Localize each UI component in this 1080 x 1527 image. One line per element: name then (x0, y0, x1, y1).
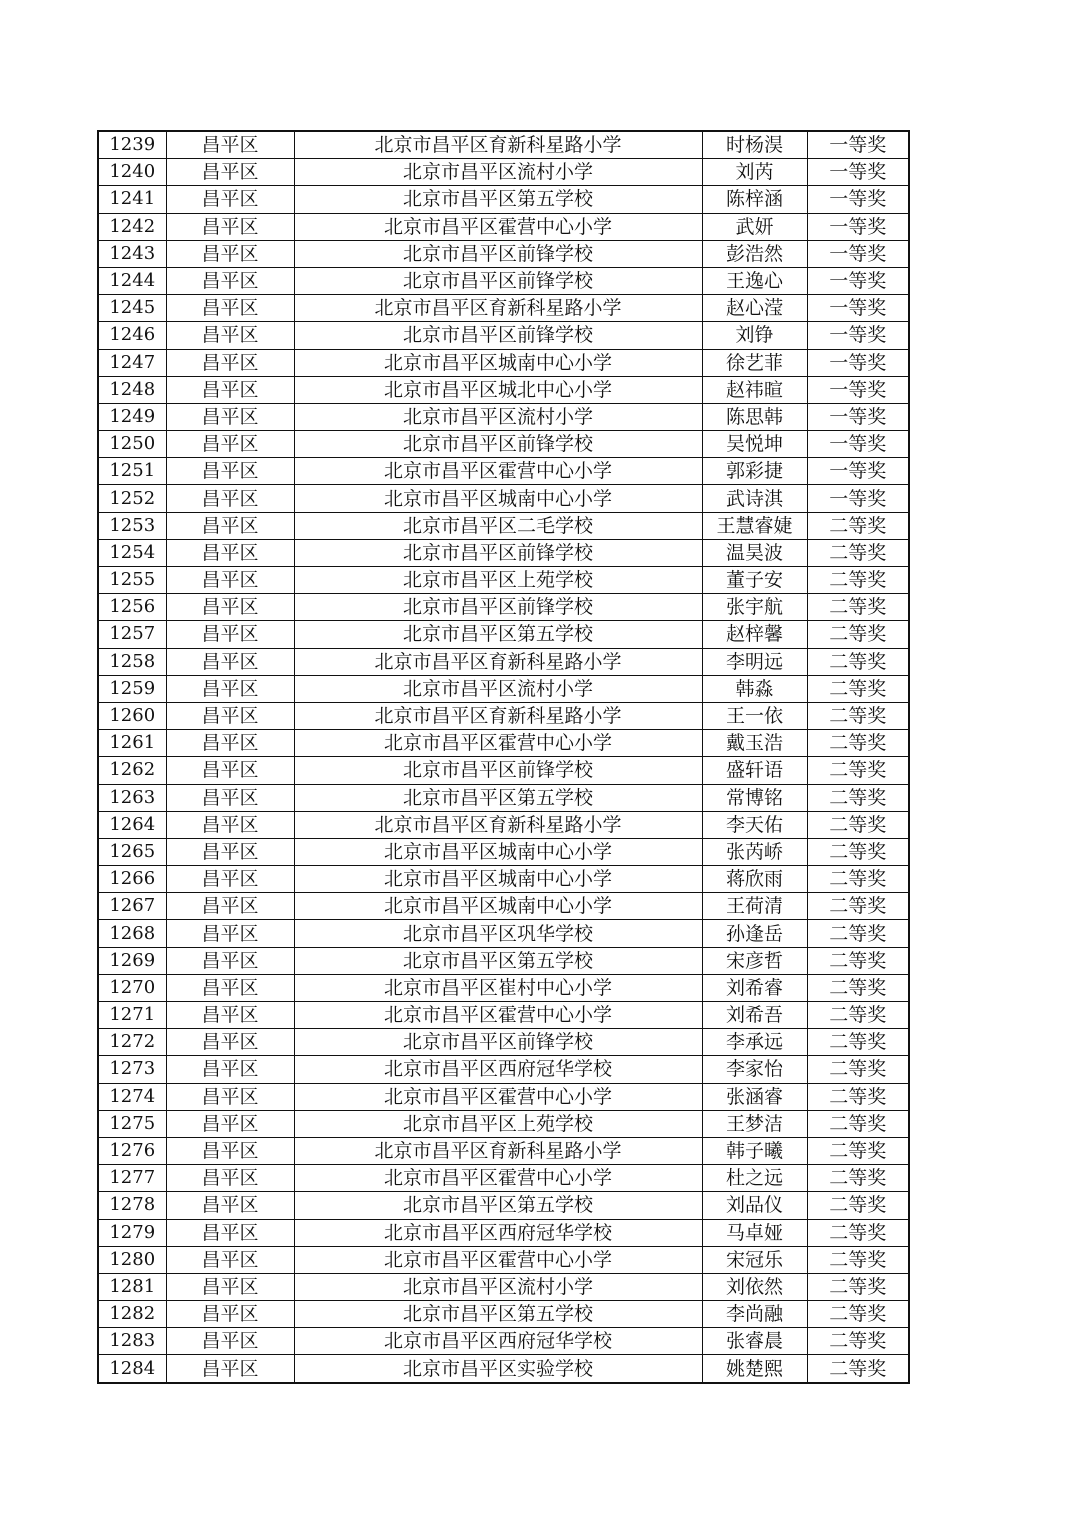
student-name-cell: 王梦洁 (702, 1110, 807, 1137)
district-cell: 昌平区 (166, 702, 294, 729)
school-cell: 北京市昌平区城南中心小学 (294, 485, 702, 512)
district-cell: 昌平区 (166, 240, 294, 267)
district-cell: 昌平区 (166, 458, 294, 485)
student-name-cell: 宋冠乐 (702, 1246, 807, 1273)
table-row (98, 1328, 909, 1355)
award-level-cell: 二等奖 (807, 1219, 909, 1246)
row-number-cell: 1279 (98, 1219, 166, 1246)
award-level-cell: 二等奖 (807, 784, 909, 811)
district-cell: 昌平区 (166, 131, 294, 159)
school-cell: 北京市昌平区前锋学校 (294, 240, 702, 267)
row-number-cell: 1277 (98, 1165, 166, 1192)
student-name-cell: 王逸心 (702, 267, 807, 294)
award-level-cell: 二等奖 (807, 1273, 909, 1300)
table-row (98, 485, 909, 512)
award-level-cell: 二等奖 (807, 702, 909, 729)
award-level-cell: 一等奖 (807, 295, 909, 322)
student-name-cell: 刘依然 (702, 1273, 807, 1300)
table-row (98, 675, 909, 702)
award-level-cell: 二等奖 (807, 1083, 909, 1110)
district-cell: 昌平区 (166, 349, 294, 376)
student-name-cell: 陈思韩 (702, 403, 807, 430)
school-cell: 北京市昌平区城南中心小学 (294, 866, 702, 893)
table-row (98, 240, 909, 267)
table-row (98, 458, 909, 485)
row-number-cell: 1242 (98, 213, 166, 240)
school-cell: 北京市昌平区实验学校 (294, 1355, 702, 1383)
student-name-cell: 刘铮 (702, 322, 807, 349)
district-cell: 昌平区 (166, 512, 294, 539)
table-row (98, 1355, 909, 1383)
award-level-cell: 一等奖 (807, 267, 909, 294)
award-level-cell: 一等奖 (807, 485, 909, 512)
award-level-cell: 一等奖 (807, 403, 909, 430)
table-row (98, 811, 909, 838)
row-number-cell: 1270 (98, 974, 166, 1001)
table-row (98, 159, 909, 186)
student-name-cell: 吴悦坤 (702, 431, 807, 458)
award-level-cell: 一等奖 (807, 131, 909, 159)
row-number-cell: 1252 (98, 485, 166, 512)
row-number-cell: 1253 (98, 512, 166, 539)
table-row (98, 594, 909, 621)
award-level-cell: 二等奖 (807, 1029, 909, 1056)
row-number-cell: 1271 (98, 1002, 166, 1029)
student-name-cell: 张宇航 (702, 594, 807, 621)
district-cell: 昌平区 (166, 1355, 294, 1383)
school-cell: 北京市昌平区上苑学校 (294, 567, 702, 594)
student-name-cell: 李家怡 (702, 1056, 807, 1083)
student-name-cell: 宋彦哲 (702, 947, 807, 974)
student-name-cell: 徐艺菲 (702, 349, 807, 376)
table-row (98, 213, 909, 240)
district-cell: 昌平区 (166, 1002, 294, 1029)
student-name-cell: 董子安 (702, 567, 807, 594)
student-name-cell: 时杨淏 (702, 131, 807, 159)
row-number-cell: 1275 (98, 1110, 166, 1137)
district-cell: 昌平区 (166, 1273, 294, 1300)
student-name-cell: 张睿晨 (702, 1328, 807, 1355)
district-cell: 昌平区 (166, 730, 294, 757)
district-cell: 昌平区 (166, 893, 294, 920)
award-level-cell: 二等奖 (807, 920, 909, 947)
district-cell: 昌平区 (166, 539, 294, 566)
school-cell: 北京市昌平区霍营中心小学 (294, 1002, 702, 1029)
award-level-cell: 二等奖 (807, 675, 909, 702)
table-row (98, 567, 909, 594)
awards-table (97, 130, 910, 1384)
student-name-cell: 陈梓涵 (702, 186, 807, 213)
table-row (98, 757, 909, 784)
row-number-cell: 1273 (98, 1056, 166, 1083)
table-row (98, 730, 909, 757)
district-cell: 昌平区 (166, 1056, 294, 1083)
award-level-cell: 二等奖 (807, 947, 909, 974)
school-cell: 北京市昌平区育新科星路小学 (294, 648, 702, 675)
row-number-cell: 1260 (98, 702, 166, 729)
award-level-cell: 二等奖 (807, 1301, 909, 1328)
school-cell: 北京市昌平区前锋学校 (294, 1029, 702, 1056)
table-row (98, 431, 909, 458)
row-number-cell: 1239 (98, 131, 166, 159)
table-row (98, 1137, 909, 1164)
row-number-cell: 1251 (98, 458, 166, 485)
school-cell: 北京市昌平区流村小学 (294, 159, 702, 186)
student-name-cell: 马卓娅 (702, 1219, 807, 1246)
row-number-cell: 1258 (98, 648, 166, 675)
award-level-cell: 一等奖 (807, 458, 909, 485)
district-cell: 昌平区 (166, 621, 294, 648)
award-level-cell: 二等奖 (807, 1110, 909, 1137)
row-number-cell: 1257 (98, 621, 166, 648)
row-number-cell: 1246 (98, 322, 166, 349)
table-row (98, 702, 909, 729)
district-cell: 昌平区 (166, 213, 294, 240)
student-name-cell: 蒋欣雨 (702, 866, 807, 893)
district-cell: 昌平区 (166, 267, 294, 294)
school-cell: 北京市昌平区育新科星路小学 (294, 295, 702, 322)
award-level-cell: 二等奖 (807, 594, 909, 621)
table-row (98, 322, 909, 349)
row-number-cell: 1245 (98, 295, 166, 322)
student-name-cell: 王荷清 (702, 893, 807, 920)
district-cell: 昌平区 (166, 784, 294, 811)
table-row (98, 403, 909, 430)
award-level-cell: 一等奖 (807, 431, 909, 458)
district-cell: 昌平区 (166, 1029, 294, 1056)
school-cell: 北京市昌平区霍营中心小学 (294, 213, 702, 240)
row-number-cell: 1248 (98, 376, 166, 403)
school-cell: 北京市昌平区前锋学校 (294, 757, 702, 784)
table-row (98, 186, 909, 213)
row-number-cell: 1283 (98, 1328, 166, 1355)
school-cell: 北京市昌平区前锋学校 (294, 539, 702, 566)
award-level-cell: 二等奖 (807, 1002, 909, 1029)
district-cell: 昌平区 (166, 1219, 294, 1246)
school-cell: 北京市昌平区流村小学 (294, 403, 702, 430)
student-name-cell: 韩淼 (702, 675, 807, 702)
row-number-cell: 1274 (98, 1083, 166, 1110)
row-number-cell: 1280 (98, 1246, 166, 1273)
district-cell: 昌平区 (166, 403, 294, 430)
student-name-cell: 李尚融 (702, 1301, 807, 1328)
school-cell: 北京市昌平区第五学校 (294, 621, 702, 648)
school-cell: 北京市昌平区城南中心小学 (294, 893, 702, 920)
row-number-cell: 1254 (98, 539, 166, 566)
district-cell: 昌平区 (166, 1083, 294, 1110)
school-cell: 北京市昌平区西府冠华学校 (294, 1328, 702, 1355)
award-level-cell: 二等奖 (807, 730, 909, 757)
school-cell: 北京市昌平区上苑学校 (294, 1110, 702, 1137)
award-level-cell: 二等奖 (807, 974, 909, 1001)
award-level-cell: 二等奖 (807, 1192, 909, 1219)
table-row (98, 1083, 909, 1110)
award-level-cell: 一等奖 (807, 322, 909, 349)
table-row (98, 1219, 909, 1246)
award-level-cell: 二等奖 (807, 1137, 909, 1164)
row-number-cell: 1240 (98, 159, 166, 186)
school-cell: 北京市昌平区第五学校 (294, 947, 702, 974)
district-cell: 昌平区 (166, 1165, 294, 1192)
district-cell: 昌平区 (166, 1301, 294, 1328)
row-number-cell: 1278 (98, 1192, 166, 1219)
table-row (98, 295, 909, 322)
student-name-cell: 李明远 (702, 648, 807, 675)
table-row (98, 349, 909, 376)
award-level-cell: 二等奖 (807, 648, 909, 675)
student-name-cell: 张涵睿 (702, 1083, 807, 1110)
student-name-cell: 郭彩捷 (702, 458, 807, 485)
table-row (98, 1301, 909, 1328)
student-name-cell: 李天佑 (702, 811, 807, 838)
row-number-cell: 1249 (98, 403, 166, 430)
row-number-cell: 1267 (98, 893, 166, 920)
row-number-cell: 1261 (98, 730, 166, 757)
row-number-cell: 1269 (98, 947, 166, 974)
row-number-cell: 1276 (98, 1137, 166, 1164)
school-cell: 北京市昌平区二毛学校 (294, 512, 702, 539)
district-cell: 昌平区 (166, 159, 294, 186)
row-number-cell: 1266 (98, 866, 166, 893)
table-row (98, 920, 909, 947)
school-cell: 北京市昌平区城南中心小学 (294, 349, 702, 376)
school-cell: 北京市昌平区前锋学校 (294, 322, 702, 349)
student-name-cell: 常博铭 (702, 784, 807, 811)
school-cell: 北京市昌平区育新科星路小学 (294, 1137, 702, 1164)
row-number-cell: 1244 (98, 267, 166, 294)
school-cell: 北京市昌平区霍营中心小学 (294, 1246, 702, 1273)
school-cell: 北京市昌平区第五学校 (294, 784, 702, 811)
table-row (98, 648, 909, 675)
student-name-cell: 戴玉浩 (702, 730, 807, 757)
row-number-cell: 1265 (98, 838, 166, 865)
school-cell: 北京市昌平区霍营中心小学 (294, 730, 702, 757)
school-cell: 北京市昌平区流村小学 (294, 1273, 702, 1300)
row-number-cell: 1281 (98, 1273, 166, 1300)
award-level-cell: 二等奖 (807, 1355, 909, 1383)
school-cell: 北京市昌平区前锋学校 (294, 431, 702, 458)
school-cell: 北京市昌平区育新科星路小学 (294, 702, 702, 729)
student-name-cell: 刘芮 (702, 159, 807, 186)
award-level-cell: 二等奖 (807, 567, 909, 594)
district-cell: 昌平区 (166, 431, 294, 458)
table-row (98, 866, 909, 893)
table-row (98, 131, 909, 159)
district-cell: 昌平区 (166, 866, 294, 893)
row-number-cell: 1259 (98, 675, 166, 702)
table-row (98, 1002, 909, 1029)
table-row (98, 621, 909, 648)
awards-table-container (97, 130, 908, 1384)
award-level-cell: 二等奖 (807, 811, 909, 838)
school-cell: 北京市昌平区西府冠华学校 (294, 1056, 702, 1083)
student-name-cell: 彭浩然 (702, 240, 807, 267)
table-row (98, 267, 909, 294)
school-cell: 北京市昌平区巩华学校 (294, 920, 702, 947)
student-name-cell: 刘品仪 (702, 1192, 807, 1219)
student-name-cell: 赵祎暄 (702, 376, 807, 403)
district-cell: 昌平区 (166, 295, 294, 322)
student-name-cell: 张芮峤 (702, 838, 807, 865)
table-row (98, 1110, 909, 1137)
school-cell: 北京市昌平区前锋学校 (294, 267, 702, 294)
award-level-cell: 二等奖 (807, 1328, 909, 1355)
row-number-cell: 1264 (98, 811, 166, 838)
district-cell: 昌平区 (166, 594, 294, 621)
award-level-cell: 一等奖 (807, 186, 909, 213)
student-name-cell: 武妍 (702, 213, 807, 240)
district-cell: 昌平区 (166, 1137, 294, 1164)
school-cell: 北京市昌平区霍营中心小学 (294, 1165, 702, 1192)
school-cell: 北京市昌平区城南中心小学 (294, 838, 702, 865)
school-cell: 北京市昌平区第五学校 (294, 186, 702, 213)
table-row (98, 974, 909, 1001)
school-cell: 北京市昌平区霍营中心小学 (294, 1083, 702, 1110)
district-cell: 昌平区 (166, 376, 294, 403)
school-cell: 北京市昌平区第五学校 (294, 1192, 702, 1219)
award-level-cell: 一等奖 (807, 240, 909, 267)
row-number-cell: 1243 (98, 240, 166, 267)
student-name-cell: 王一依 (702, 702, 807, 729)
school-cell: 北京市昌平区前锋学校 (294, 594, 702, 621)
school-cell: 北京市昌平区育新科星路小学 (294, 811, 702, 838)
student-name-cell: 孙逢岳 (702, 920, 807, 947)
table-row (98, 893, 909, 920)
student-name-cell: 盛轩语 (702, 757, 807, 784)
award-level-cell: 一等奖 (807, 349, 909, 376)
student-name-cell: 武诗淇 (702, 485, 807, 512)
table-row (98, 1056, 909, 1083)
award-level-cell: 一等奖 (807, 213, 909, 240)
school-cell: 北京市昌平区西府冠华学校 (294, 1219, 702, 1246)
district-cell: 昌平区 (166, 322, 294, 349)
district-cell: 昌平区 (166, 567, 294, 594)
award-level-cell: 二等奖 (807, 1056, 909, 1083)
district-cell: 昌平区 (166, 920, 294, 947)
student-name-cell: 温昊波 (702, 539, 807, 566)
district-cell: 昌平区 (166, 947, 294, 974)
student-name-cell: 赵梓馨 (702, 621, 807, 648)
student-name-cell: 王慧睿婕 (702, 512, 807, 539)
table-row (98, 947, 909, 974)
school-cell: 北京市昌平区流村小学 (294, 675, 702, 702)
student-name-cell: 韩子曦 (702, 1137, 807, 1164)
student-name-cell: 杜之远 (702, 1165, 807, 1192)
row-number-cell: 1262 (98, 757, 166, 784)
row-number-cell: 1263 (98, 784, 166, 811)
row-number-cell: 1250 (98, 431, 166, 458)
table-row (98, 1029, 909, 1056)
award-level-cell: 二等奖 (807, 866, 909, 893)
award-level-cell: 二等奖 (807, 838, 909, 865)
award-level-cell: 二等奖 (807, 893, 909, 920)
student-name-cell: 赵心滢 (702, 295, 807, 322)
award-level-cell: 二等奖 (807, 512, 909, 539)
table-row (98, 1165, 909, 1192)
table-row (98, 1273, 909, 1300)
district-cell: 昌平区 (166, 675, 294, 702)
school-cell: 北京市昌平区第五学校 (294, 1301, 702, 1328)
table-row (98, 784, 909, 811)
student-name-cell: 刘希吾 (702, 1002, 807, 1029)
table-row (98, 512, 909, 539)
school-cell: 北京市昌平区城北中心小学 (294, 376, 702, 403)
school-cell: 北京市昌平区霍营中心小学 (294, 458, 702, 485)
student-name-cell: 姚楚熙 (702, 1355, 807, 1383)
student-name-cell: 李承远 (702, 1029, 807, 1056)
row-number-cell: 1256 (98, 594, 166, 621)
row-number-cell: 1268 (98, 920, 166, 947)
table-row (98, 539, 909, 566)
district-cell: 昌平区 (166, 811, 294, 838)
award-level-cell: 二等奖 (807, 1246, 909, 1273)
district-cell: 昌平区 (166, 1110, 294, 1137)
row-number-cell: 1255 (98, 567, 166, 594)
award-level-cell: 一等奖 (807, 159, 909, 186)
award-level-cell: 二等奖 (807, 1165, 909, 1192)
award-level-cell: 二等奖 (807, 757, 909, 784)
row-number-cell: 1241 (98, 186, 166, 213)
district-cell: 昌平区 (166, 974, 294, 1001)
district-cell: 昌平区 (166, 757, 294, 784)
row-number-cell: 1284 (98, 1355, 166, 1383)
table-row (98, 1246, 909, 1273)
row-number-cell: 1282 (98, 1301, 166, 1328)
district-cell: 昌平区 (166, 648, 294, 675)
district-cell: 昌平区 (166, 186, 294, 213)
row-number-cell: 1247 (98, 349, 166, 376)
table-row (98, 838, 909, 865)
school-cell: 北京市昌平区育新科星路小学 (294, 131, 702, 159)
student-name-cell: 刘希睿 (702, 974, 807, 1001)
school-cell: 北京市昌平区崔村中心小学 (294, 974, 702, 1001)
award-level-cell: 二等奖 (807, 539, 909, 566)
district-cell: 昌平区 (166, 485, 294, 512)
table-row (98, 1192, 909, 1219)
award-level-cell: 一等奖 (807, 376, 909, 403)
district-cell: 昌平区 (166, 1328, 294, 1355)
award-level-cell: 二等奖 (807, 621, 909, 648)
table-row (98, 376, 909, 403)
awards-table-body (98, 131, 909, 1383)
district-cell: 昌平区 (166, 1246, 294, 1273)
district-cell: 昌平区 (166, 838, 294, 865)
row-number-cell: 1272 (98, 1029, 166, 1056)
district-cell: 昌平区 (166, 1192, 294, 1219)
